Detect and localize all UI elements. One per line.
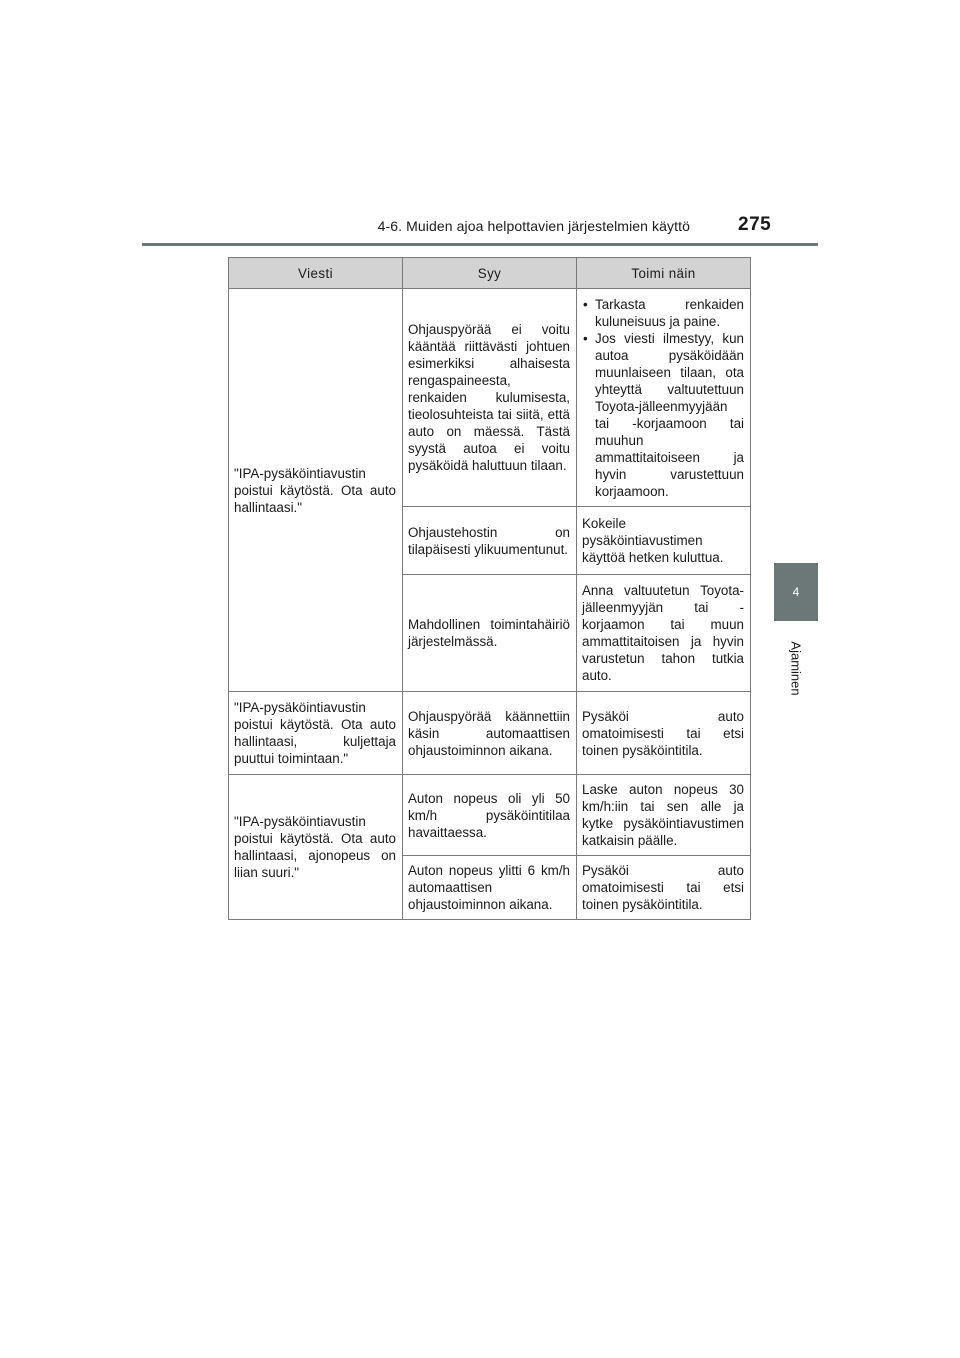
action-cell: Kokeile pysäköintiavustimen käyttöä hetken kuluttua. <box>577 507 751 575</box>
message-cell: "IPA-pysäköintiavustin poistui käytöstä. Ota auto hallintaasi." <box>229 289 403 692</box>
message-cell: "IPA-pysäköintiavustin poistui käytöstä. Ota auto hallintaasi, ajonopeus on liian suuri." <box>229 775 403 920</box>
action-cell: Anna valtuutetun Toyota-jälleenmyyjän tai -korjaamon tai muun ammattitaitoisen ja hyvin varustetun tahon tutkia auto. <box>577 575 751 692</box>
list-item: • Tarkasta renkaiden kuluneisuus ja paine. <box>583 296 744 329</box>
action-cell <box>577 289 751 507</box>
header-action: Toimi näin <box>577 258 751 289</box>
header-divider <box>142 243 818 246</box>
page-number: 275 <box>738 214 772 235</box>
header-message: Viesti <box>229 258 403 289</box>
cause-cell: Auton nopeus ylitti 6 km/h automaattisen ohjaustoiminnon aikana. <box>403 856 577 920</box>
message-table <box>228 257 751 920</box>
chapter-tab <box>774 563 818 621</box>
cause-cell: Mahdollinen toimintahäiriö järjestelmässä. <box>403 575 577 692</box>
cause-cell: Ohjauspyörää ei voitu kääntää riittävästi johtuen esimerkiksi alhaisesta rengaspaineesta, renkaiden kulumisesta, tieolosuhteista tai siitä, että auto on mäessä. Tästä syystä autoa ei voitu pysäköidä haluttuun tilaan. <box>403 289 577 507</box>
chapter-number: 4 <box>792 585 800 599</box>
header-cause: Syy <box>403 258 577 289</box>
table-row <box>229 289 751 507</box>
section-title: 4-6. Muiden ajoa helpottavien järjestelmien käyttö <box>377 218 690 234</box>
chapter-label: Ajaminen <box>788 641 804 696</box>
table-header-row <box>229 258 751 289</box>
table-row <box>229 775 751 856</box>
message-cell: "IPA-pysäköintiavustin poistui käytöstä. Ota auto hallintaasi, kuljettaja puuttui toimintaan." <box>229 692 403 775</box>
list-item: • Jos viesti ilmestyy, kun autoa pysäköidään muunlaiseen tilaan, ota yhteyttä valtuutettuun Toyota-jälleenmyyjään tai -korjaamoon tai muuhun ammattitaitoiseen ja hyvin varustettuun korjaamoon. <box>583 330 744 499</box>
cause-cell: Ohjauspyörää käännettiin käsin automaattisen ohjaustoiminnon aikana. <box>403 692 577 775</box>
cause-cell: Ohjaustehostin on tilapäisesti ylikuumentunut. <box>403 507 577 575</box>
action-cell: Pysäköi auto omatoimisesti tai etsi toinen pysäköintitila. <box>577 692 751 775</box>
action-cell: Pysäköi auto omatoimisesti tai etsi toinen pysäköintitila. <box>577 856 751 920</box>
action-cell: Laske auton nopeus 30 km/h:iin tai sen alle ja kytke pysäköintiavustimen katkaisin päälle. <box>577 775 751 856</box>
action-list <box>582 296 744 500</box>
cause-cell: Auton nopeus oli yli 50 km/h pysäköintitilaa havaittaessa. <box>403 775 577 856</box>
table-row <box>229 692 751 775</box>
